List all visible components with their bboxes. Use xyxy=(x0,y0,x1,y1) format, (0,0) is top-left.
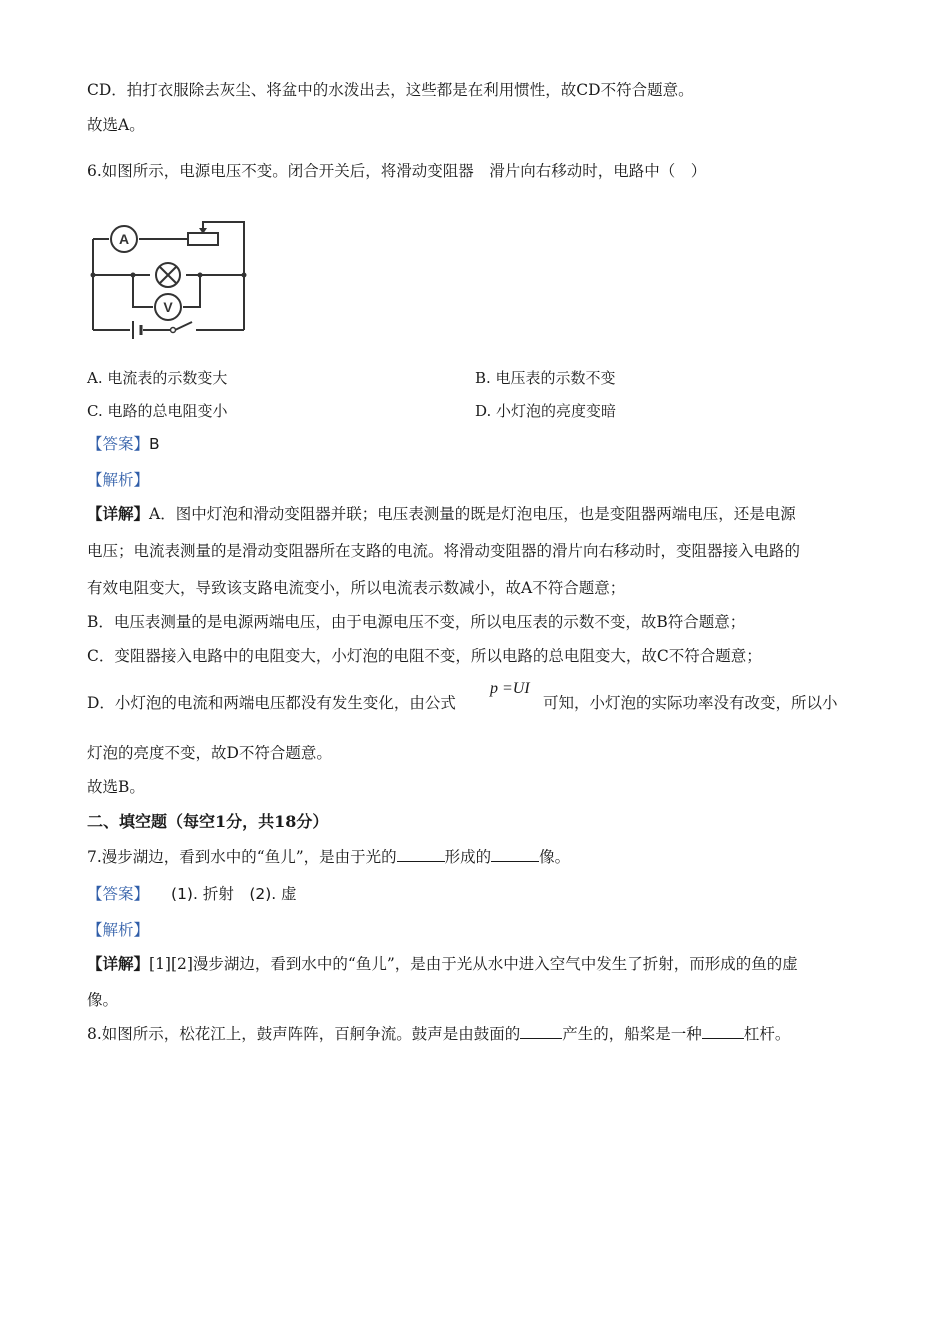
q7-detail-line-2: 像。 xyxy=(87,991,119,1009)
q7-text-3: 像。 xyxy=(539,848,571,866)
voltmeter-loop-right xyxy=(183,275,200,307)
q7-answer-line xyxy=(87,884,297,904)
circuit-diagram xyxy=(88,212,250,344)
q6-detail-line-3: 有效电阻变大，导致该支路电流变小，所以电流表示数减小，故A不符合题意； xyxy=(87,579,626,597)
option-a: A. 电流表的示数变大 xyxy=(87,369,228,387)
answer-tag: 【答案】 xyxy=(87,435,150,453)
voltmeter-label: V xyxy=(163,299,173,315)
q7-text-2: 形成的 xyxy=(444,848,492,866)
detail-text: [1][2]漫步湖边，看到水中的“鱼儿”，是由于光从水中进入空气中发生了折射，而形成的鱼的虚 xyxy=(149,955,798,973)
q6-detail-line-1 xyxy=(87,504,796,524)
analysis-tag: 【解析】 xyxy=(87,471,150,489)
voltmeter-loop-left xyxy=(133,275,153,307)
q6-detail-line-5: C．变阻器接入电路中的电阻变大，小灯泡的电阻不变，所以电路的总电阻变大，故C不符合题意； xyxy=(87,647,762,665)
option-b: B. 电压表的示数不变 xyxy=(475,369,616,387)
detail-text: A．图中灯泡和滑动变阻器并联；电压表测量的既是灯泡电压，也是变阻器两端电压，还是电源 xyxy=(149,505,796,523)
question-6: 6.如图所示，电源电压不变。闭合开关后，将滑动变阻器 滑片向右移动时，电路中（ ） xyxy=(87,162,707,180)
q8-text-2: 产生的，船桨是一种 xyxy=(562,1025,702,1043)
q6-analysis-tag-line xyxy=(87,470,149,490)
q6-detail-line-2: 电压；电流表测量的是滑动变阻器所在支路的电流。将滑动变阻器的滑片向右移动时，变阻器接入电路的 xyxy=(87,542,801,560)
cd-explanation-line: CD．拍打衣服除去灰尘、将盆中的水泼出去，这些都是在利用惯性，故CD不符合题意。 xyxy=(87,81,694,99)
q8-text-3: 杠杆。 xyxy=(743,1025,791,1043)
q6-detail-d-line2: 灯泡的亮度不变，故D不符合题意。 xyxy=(87,744,332,762)
detail-tag: 【详解】 xyxy=(87,954,150,973)
analysis-tag: 【解析】 xyxy=(87,921,150,939)
q7-analysis-tag-line xyxy=(87,920,149,940)
answer-tag: 【答案】 xyxy=(87,885,150,903)
junction-dot xyxy=(91,273,96,278)
q6-detail-line-4: B．电压表测量的是电源两端电压，由于电源电压不变，所以电压表的示数不变，故B符合题意； xyxy=(87,613,746,631)
q7-answer: (1). 折射 (2). 虚 xyxy=(171,885,297,903)
option-c: C. 电路的总电阻变小 xyxy=(87,402,228,420)
q8-blank-1[interactable] xyxy=(520,1024,562,1039)
ammeter-label: A xyxy=(118,231,130,247)
q6-answer: B xyxy=(149,435,160,453)
choose-b-line: 故选B。 xyxy=(87,778,145,796)
q8-text-1: 8.如图所示，松花江上，鼓声阵阵，百舸争流。鼓声是由鼓面的 xyxy=(87,1025,521,1043)
question-8 xyxy=(87,1024,790,1044)
choose-a-line: 故选A。 xyxy=(87,116,145,134)
q8-blank-2[interactable] xyxy=(702,1024,744,1039)
question-7 xyxy=(87,847,570,867)
q6-answer-line xyxy=(87,434,160,454)
rheostat xyxy=(188,233,218,245)
section-2-heading: 二、填空题（每空1分，共18分） xyxy=(87,812,329,831)
switch-blade xyxy=(175,322,192,330)
q6-detail-d-before: D．小灯泡的电流和两端电压都没有发生变化，由公式 xyxy=(87,694,456,712)
junction-dot xyxy=(242,273,247,278)
q7-text-1: 7.漫步湖边，看到水中的“鱼儿”，是由于光的 xyxy=(87,848,397,866)
q7-blank-2[interactable] xyxy=(491,847,539,862)
switch-contact xyxy=(171,328,176,333)
q6-detail-d-after: 可知，小灯泡的实际功率没有改变，所以小 xyxy=(543,694,838,712)
q7-detail-line-1 xyxy=(87,954,798,974)
detail-tag: 【详解】 xyxy=(87,504,150,523)
q7-blank-1[interactable] xyxy=(397,847,445,862)
power-formula: p =UI xyxy=(490,680,530,697)
option-d: D. 小灯泡的亮度变暗 xyxy=(475,402,617,420)
junction-dot xyxy=(131,273,136,278)
junction-dot xyxy=(198,273,203,278)
